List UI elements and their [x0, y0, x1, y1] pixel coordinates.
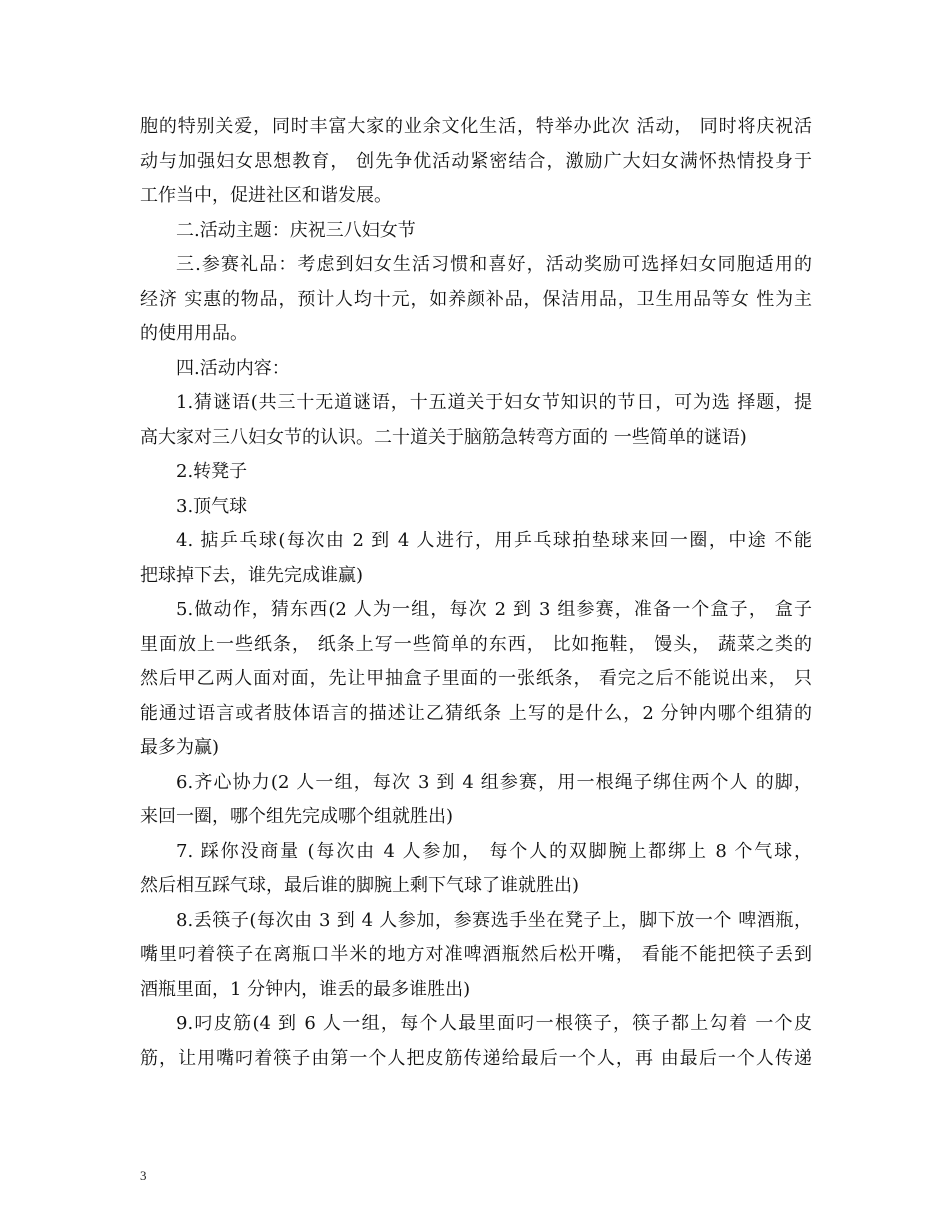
text-line: 2.转凳子: [176, 461, 248, 482]
text-line: 工作当中，促进社区和谐发展。: [140, 185, 392, 206]
text-line: 8.丢筷子(每次由 3 到 4 人参加，参赛选手坐在凳子上，脚下放一个 啤酒瓶，: [176, 909, 812, 931]
text-line: 来回一圈，哪个组先完成哪个组就胜出): [140, 806, 454, 827]
text-line: 然后甲乙两人面对面，先让甲抽盒子里面的一张纸条， 看完之后不能说出来， 只: [140, 668, 812, 689]
text-line: 能通过语言或者肢体语言的描述让乙猜纸条 上写的是什么，2 分钟内哪个组猜的: [140, 702, 812, 724]
text-line: 把球掉下去，谁先完成谁赢): [140, 564, 364, 586]
text-line: 里面放上一些纸条， 纸条上写一些简单的东西， 比如拖鞋， 馒头， 蔬菜之类的: [140, 633, 812, 655]
text-line: 嘴里叼着筷子在离瓶口半米的地方对准啤酒瓶然后松开嘴， 看能不能把筷子丢到: [140, 944, 812, 965]
text-line: 最多为赢): [140, 737, 220, 758]
text-line: 5.做动作，猜东西(2 人为一组，每次 2 到 3 组参赛，准备一个盒子， 盒子: [176, 599, 812, 620]
text-line: 然后相互踩气球，最后谁的脚腕上剩下气球了谁就胜出): [140, 875, 580, 896]
text-line: 筋，让用嘴叼着筷子由第一个人把皮筋传递给最后一个人，再 由最后一个人传递: [140, 1047, 812, 1069]
text-line: 高大家对三八妇女节的认识。二十道关于脑筋急转弯方面的 一些简单的谜语): [140, 426, 747, 448]
text-line: 4. 掂乒乓球(每次由 2 到 4 人进行，用乒乓球拍垫球来回一圈，中途 不能: [176, 530, 812, 551]
text-line: 四.活动内容：: [176, 357, 290, 379]
page-number: 3: [140, 1168, 147, 1183]
text-line: 经济 实惠的物品，预计人均十元，如养颜补品，保洁用品，卫生用品等女 性为主: [140, 288, 812, 310]
text-line: 1.猜谜语(共三十无道谜语，十五道关于妇女节知识的节日，可为选 择题，提: [176, 392, 812, 413]
text-line: 酒瓶里面，1 分钟内，谁丢的最多谁胜出): [140, 978, 471, 1000]
text-line: 9.叼皮筋(4 到 6 人一组，每个人最里面叼一根筷子，筷子都上勾着 一个皮: [176, 1013, 812, 1034]
text-line: 7. 踩你没商量 (每次由 4 人参加， 每个人的双脚腕上都绑上 8 个气球，: [176, 840, 812, 862]
text-line: 胞的特别关爱，同时丰富大家的业余文化生活，特举办此次 活动， 同时将庆祝活: [140, 116, 812, 137]
text-line: 动与加强妇女思想教育， 创先争优活动紧密结合，激励广大妇女满怀热情投身于: [140, 150, 812, 172]
document-body: [140, 110, 812, 1076]
text-line: 三.参赛礼品：考虑到妇女生活习惯和喜好，活动奖励可选择妇女同胞适用的: [176, 254, 812, 275]
text-line: 6.齐心协力(2 人一组，每次 3 到 4 组参赛，用一根绳子绑住两个人 的脚，: [176, 771, 812, 793]
text-line: 二.活动主题：庆祝三八妇女节: [176, 219, 416, 241]
text-line: 的使用用品。: [140, 323, 248, 344]
text-line: 3.顶气球: [176, 495, 248, 517]
